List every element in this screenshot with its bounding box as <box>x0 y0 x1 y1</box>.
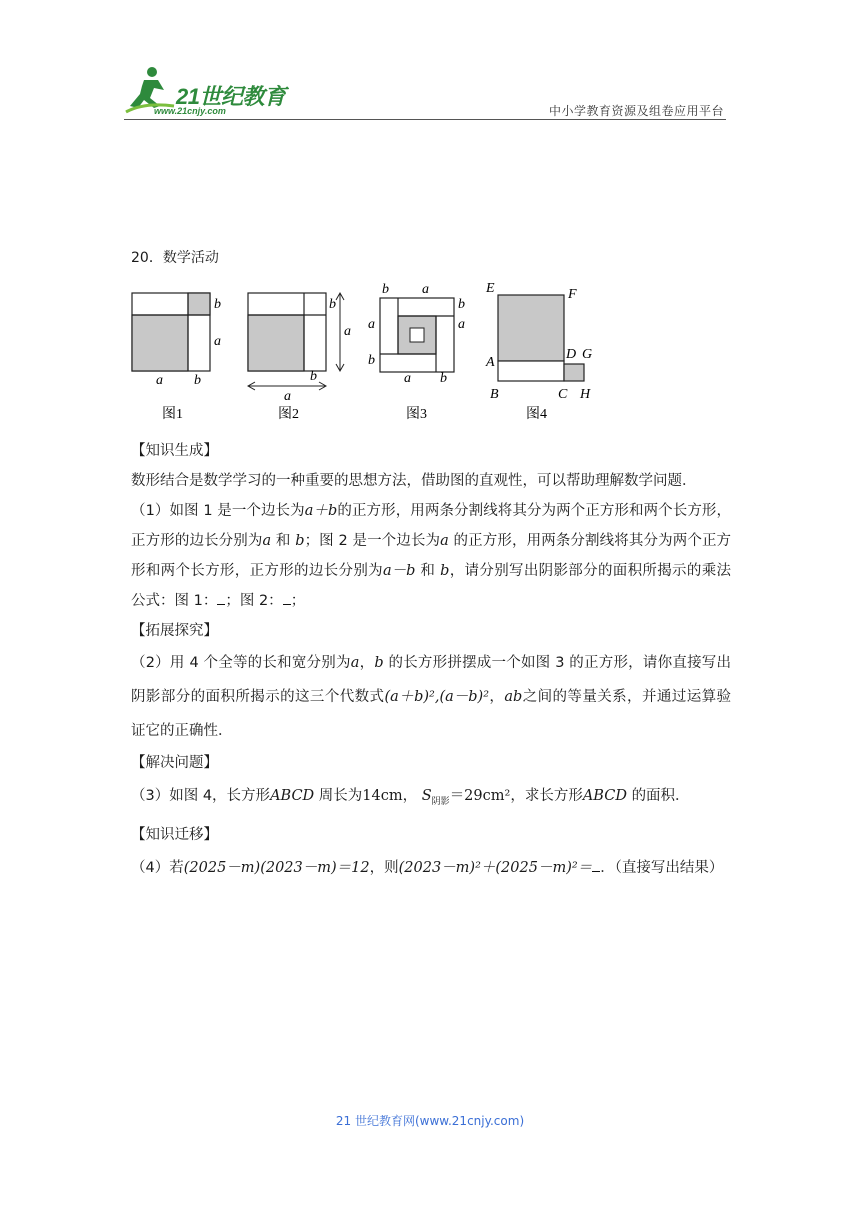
question-part-3: （3）如图 4，长方形ABCD 周长为14cm， $S_{阴影}=29cm^2$，求长方形ABCD 的面积． <box>131 788 690 807</box>
question-body <box>131 436 731 886</box>
platform-title: 中小学教育资源及组卷应用平台 <box>548 104 724 118</box>
fig4-label-A: A <box>486 355 495 370</box>
fig1-label-a-bottom: a <box>156 373 163 388</box>
logo-url: www.21cnjy.com <box>154 106 226 116</box>
fig3-label-b-right: b <box>458 297 465 312</box>
answer-blank-4[interactable] <box>592 871 600 872</box>
question-part-1: （1）如图 1 是一个边长为a＋b的正方形，用两条分割线将其分为两个正方形和两个长方形，正方形的边长分别为a 和 b；图 2 是一个边长为a 的正方形，用两条分割线将其分为两个正方形和两个长方形，正方形的边长分别为a－b 和 b，请分别写出阴影部分的面积所揭示的乘法公式：图 1： ；图 2： ； <box>131 503 732 609</box>
section-heading-knowledge: 【知识生成】 <box>131 443 218 459</box>
logo <box>124 62 294 120</box>
fig3-label-a-top: a <box>422 282 429 297</box>
fig4-label-H: H <box>580 387 591 402</box>
page-footer: 21 世纪教育网(www.21cnjy.com) <box>335 1114 525 1128</box>
fig3-label-a-right: a <box>458 317 465 332</box>
fig3-label-b-left: b <box>368 353 375 368</box>
section-heading-extension: 【拓展探究】 <box>131 623 218 639</box>
question-part-2: （2）用 4 个全等的长和宽分别为a，b 的长方形拼摆成一个如图 3 的正方形，请你直接写出阴影部分的面积所揭示的这三个代数式(a＋b)²,(a－b)²，ab之间的等量关系，并通过运算验证它的正确性． <box>131 655 732 739</box>
question-part-4: （4）若(2025－m)(2023－m)＝12，则(2023－m)²＋(2025－m)²＝ ．（直接写出结果） <box>131 859 724 876</box>
fig2-label-a-bottom: a <box>284 389 291 404</box>
figure-1 <box>132 293 221 422</box>
figure-2 <box>248 293 351 422</box>
question-number: 20．数学活动 <box>131 250 219 266</box>
fig1-label-b-bottom: b <box>194 373 201 388</box>
fig3-label-a-left: a <box>368 317 375 332</box>
fig4-label-C: C <box>558 387 568 402</box>
logo-text: 21世纪教育 <box>176 84 286 109</box>
fig3-label-b-top: b <box>382 282 389 297</box>
fig4-label-E: E <box>486 281 495 296</box>
fig1-caption: 图1 <box>162 407 183 422</box>
fig2-label-a-right: a <box>344 324 351 339</box>
section-heading-solve: 【解决问题】 <box>131 755 218 771</box>
section-heading-transfer: 【知识迁移】 <box>131 826 218 843</box>
figure-3 <box>368 282 465 422</box>
header-divider <box>124 119 726 120</box>
figure-4 <box>485 281 592 422</box>
answer-blank-2[interactable] <box>283 604 291 605</box>
fig4-label-D: D <box>566 347 577 362</box>
fig4-label-B: B <box>490 387 499 402</box>
page-header <box>0 0 860 130</box>
fig3-caption: 图3 <box>406 407 427 422</box>
fig1-label-a-right: a <box>214 334 221 349</box>
fig4-caption: 图4 <box>526 407 547 422</box>
fig2-label-b-right: b <box>329 297 336 312</box>
fig2-label-b-bottom: b <box>310 369 317 384</box>
figures-group <box>126 278 606 428</box>
fig3-label-a-bottom: a <box>404 371 411 386</box>
fig4-label-G: G <box>582 347 593 362</box>
section-intro: 数形结合是数学学习的一种重要的思想方法，借助图的直观性，可以帮助理解数学问题． <box>131 473 697 489</box>
fig4-label-F: F <box>568 287 577 302</box>
fig3-label-b-bottom: b <box>440 371 447 386</box>
fig1-label-b-right: b <box>214 297 221 312</box>
fig2-caption: 图2 <box>278 407 299 422</box>
